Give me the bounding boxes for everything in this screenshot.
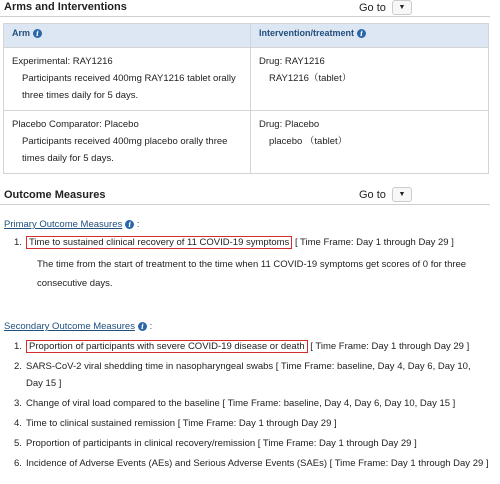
time-frame: [ Time Frame: Day 1 through Day 29 ] [310, 341, 470, 352]
outcome-goto[interactable] [359, 187, 412, 202]
table-row [4, 111, 489, 174]
arms-section-title: Arms and Interventions [4, 1, 127, 13]
primary-outcome-heading[interactable]: Primary Outcome Measures i : [4, 219, 140, 230]
arm-header: Arm i [4, 24, 251, 48]
list-item: 5. Proportion of participants in clinical recovery/remission [ Time Frame: Day 1 through Day 29 ] [14, 438, 417, 449]
list-item: 4. Time to clinical sustained remission [ Time Frame: Day 1 through Day 29 ] [14, 418, 337, 429]
intervention-description: placebo （tablet） [269, 136, 348, 147]
goto-label: Go to [359, 188, 386, 201]
list-item: 6. Incidence of Adverse Events (AEs) and Serious Adverse Events (SAEs) [ Time Frame: Day 1 through Day 29 ] [14, 458, 489, 469]
highlighted-outcome: Time to sustained clinical recovery of 11 COVID-19 symptoms [26, 236, 292, 249]
list-item: 3. Change of viral load compared to the baseline [ Time Frame: baseline, Day 4, Day 6, Day 10, Day 15 ] [14, 398, 456, 409]
chevron-down-icon[interactable]: ▼ [392, 187, 412, 202]
highlighted-outcome: Proportion of participants with severe COVID-19 disease or death [26, 340, 308, 353]
arm-name: Placebo Comparator: Placebo [12, 119, 139, 130]
list-item: 2. SARS-CoV-2 viral shedding time in nasopharyngeal swabs [ Time Frame: baseline, Day 4, Day 6, Day 10, Day 15 ] [14, 361, 471, 389]
info-icon[interactable]: i [125, 220, 134, 229]
goto-label: Go to [359, 1, 386, 14]
arms-table [3, 23, 489, 174]
time-frame: [ Time Frame: Day 1 through Day 29 ] [294, 237, 454, 248]
intervention-name: Drug: Placebo [259, 119, 320, 130]
secondary-outcome-heading[interactable]: Secondary Outcome Measures i : [4, 321, 153, 332]
list-item: 1. Time to sustained clinical recovery of 11 COVID-19 symptoms [ Time Frame: Day 1 through Day 29 ] [14, 237, 454, 248]
intervention-name: Drug: RAY1216 [259, 56, 325, 67]
info-icon[interactable]: i [33, 29, 42, 38]
primary-outcome-description: The time from the start of treatment to the time when 11 COVID-19 symptoms get scores of 0 for three consecutive days. [37, 259, 467, 289]
arms-goto[interactable] [359, 0, 412, 15]
arm-description: Participants received 400mg placebo orally three times daily for 5 days. [22, 136, 228, 164]
info-icon[interactable]: i [357, 29, 366, 38]
table-row [4, 48, 489, 111]
list-item: 1. Proportion of participants with severe COVID-19 disease or death [ Time Frame: Day 1 through Day 29 ] [14, 341, 470, 352]
outcome-section-title: Outcome Measures [4, 189, 106, 201]
arm-description: Participants received 400mg RAY1216 tablet orally three times daily for 5 days. [22, 73, 236, 101]
primary-outcome-list [14, 234, 490, 251]
info-icon[interactable]: i [138, 322, 147, 331]
divider [0, 204, 490, 205]
divider [0, 16, 490, 17]
arm-name: Experimental: RAY1216 [12, 56, 113, 67]
intervention-description: RAY1216（tablet） [269, 73, 352, 84]
secondary-outcome-list [14, 338, 490, 472]
chevron-down-icon[interactable]: ▼ [392, 0, 412, 15]
intervention-header: Intervention/treatment i [251, 24, 489, 48]
